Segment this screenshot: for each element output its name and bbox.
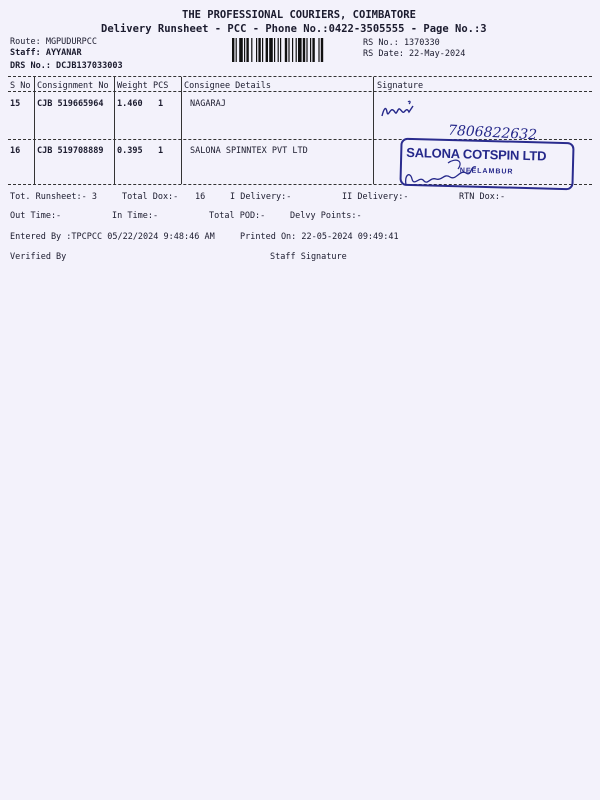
company-stamp	[399, 138, 574, 191]
rs-date: RS Date: 22-May-2024	[363, 49, 466, 59]
row-weight: 1.460	[117, 99, 143, 109]
staff-label: Staff: AYYANAR	[10, 48, 82, 58]
route-label: Route: MGPUDURPCC	[10, 37, 97, 47]
drs-number: DRS No.: DCJB137033003	[10, 61, 123, 71]
total-pod: Total POD:-	[209, 211, 266, 221]
row-consignment: CJB 519708889	[37, 146, 104, 156]
row-consignment: CJB 519665964	[37, 99, 104, 109]
col-header-pcs: PCS	[153, 81, 169, 91]
company-title: THE PROFESSIONAL COURIERS, COIMBATORE	[182, 9, 416, 21]
printed-on: Printed On: 22-05-2024 09:49:41	[240, 232, 399, 242]
table-header-rule	[8, 91, 592, 92]
col-sep-2	[114, 77, 115, 184]
staff-signature-label: Staff Signature	[270, 252, 347, 262]
table-top-rule	[8, 76, 592, 77]
i-delivery: I Delivery:-	[230, 192, 292, 202]
row-consignee: SALONA SPINNTEX PVT LTD	[190, 146, 308, 156]
row-sno: 15	[10, 99, 21, 109]
col-sep-4	[373, 77, 374, 184]
col-header-consignee: Consignee Details	[184, 81, 271, 91]
col-header-signature: Signature	[377, 81, 424, 91]
verified-by: Verified By	[10, 252, 67, 262]
out-time: Out Time:-	[10, 211, 62, 221]
handwritten-phone: 7806822632	[447, 122, 538, 144]
col-header-sno: S No	[10, 81, 31, 91]
barcode	[232, 38, 356, 62]
row-sno: 16	[10, 146, 21, 156]
entered-by: Entered By :TPCPCC 05/22/2024 9:48:46 AM	[10, 232, 215, 242]
ii-delivery: II Delivery:-	[342, 192, 409, 202]
row-weight: 0.395	[117, 146, 143, 156]
signature-scribble	[378, 96, 428, 126]
stamp-sub: NEELAMBUR	[459, 167, 514, 176]
runsheet-subtitle: Delivery Runsheet - PCC - Phone No.:0422-3505555 - Page No.:3	[101, 23, 487, 35]
col-sep-1	[34, 77, 35, 184]
row-pcs: 1	[158, 146, 164, 156]
in-time: In Time:-	[112, 211, 159, 221]
col-header-weight: Weight	[117, 81, 148, 91]
stamp-name: SALONA COTSPIN LTD	[406, 144, 547, 164]
rtn-dox: RTN Dox:-	[459, 192, 506, 202]
tot-runsheet: Tot. Runsheet:- 3	[10, 192, 97, 202]
total-dox-value: 16	[195, 192, 206, 202]
row-pcs: 1	[158, 99, 164, 109]
row-consignee: NAGARAJ	[190, 99, 226, 109]
col-header-consignment: Consignment No	[37, 81, 109, 91]
total-dox-label: Total Dox:-	[122, 192, 179, 202]
rs-number: RS No.: 1370330	[363, 38, 440, 48]
delvy-points: Delvy Points:-	[290, 211, 362, 221]
col-sep-3	[181, 77, 182, 184]
